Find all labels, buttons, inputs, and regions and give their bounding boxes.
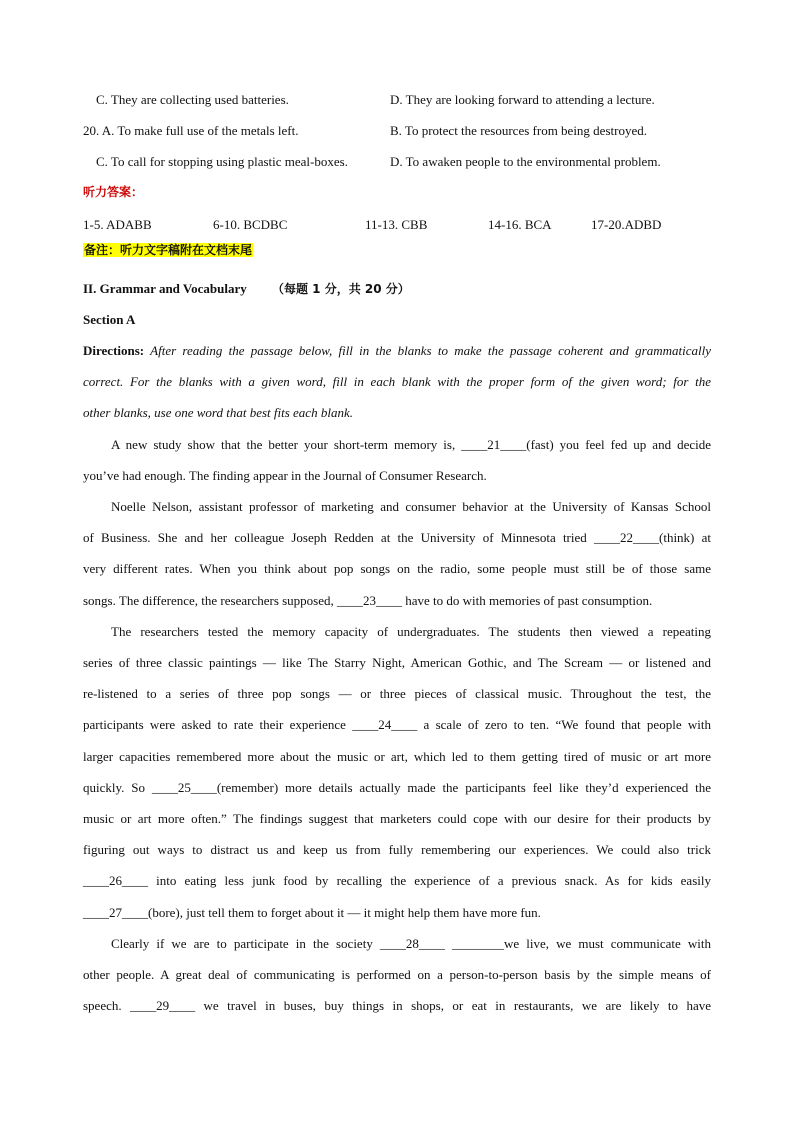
passage-line: quickly. So ____25____(remember) more details actually made the participants feel like they’d experienced the — [83, 780, 711, 795]
section-score: （每题 1 分，共 20 分） — [271, 282, 410, 296]
passage-line: of Business. She and her colleague Joseph Redden at the University of Minnesota tried ____22____(think) at — [83, 530, 711, 545]
passage-line: re-listened to a series of three pop songs — or three pieces of classical music. Throughout the test, the — [83, 686, 711, 701]
answer-group: 11-13. CBB — [365, 217, 428, 232]
passage-line: Noelle Nelson, assistant professor of marketing and consumer behavior at the University of Kansas School — [111, 499, 711, 514]
directions-line: correct. For the blanks with a given word, fill in each blank with the proper form of the given word; for the — [83, 374, 711, 389]
section-a-label: Section A — [83, 312, 136, 327]
answer-group: 17-20.ADBD — [591, 217, 662, 232]
passage-line: songs. The difference, the researchers supposed, ____23____ have to do with memories of past consumption. — [83, 593, 653, 608]
passage-line: ____26____ into eating less junk food by recalling the experience of a previous snack. As for kids easily — [83, 873, 711, 888]
option-20b: B. To protect the resources from being destroyed. — [390, 123, 647, 138]
passage-line: very different rates. When you think about pop songs on the radio, some people must still be of those same — [83, 561, 711, 576]
passage-line: ____27____(bore), just tell them to forget about it — it might help them have more fun. — [83, 905, 541, 920]
section-title — [83, 280, 410, 298]
passage-line: figuring out ways to distract us and keep us from fully remembering our experiences. We could also trick — [83, 842, 711, 857]
passage-line: larger capacities remembered more about the music or art, which led to them getting tired of music or art more — [83, 749, 711, 764]
passage-line: speech. ____29____ we travel in buses, buy things in shops, or eat in restaurants, we are likely to have — [83, 998, 711, 1013]
answers-heading: 听力答案： — [83, 185, 144, 199]
option-20d: D. To awaken people to the environmental problem. — [390, 154, 661, 169]
answers-note: 备注：听力文字稿附在文档末尾 — [84, 243, 253, 257]
option-20c: C. To call for stopping using plastic meal-boxes. — [96, 154, 348, 169]
section-title-text: II. Grammar and Vocabulary — [83, 281, 247, 296]
passage-line: Clearly if we are to participate in the society ____28____ ________we live, we must communicate with — [111, 936, 711, 951]
option-19c: C. They are collecting used batteries. — [96, 92, 289, 107]
directions-line: Directions: After reading the passage below, fill in the blanks to make the passage coherent and grammatically — [83, 343, 711, 358]
option-20a: 20. A. To make full use of the metals left. — [83, 123, 299, 138]
answer-group: 1-5. ADABB — [83, 217, 152, 232]
passage-line: A new study show that the better your short-term memory is, ____21____(fast) you feel fed up and decide — [111, 437, 711, 452]
directions-line: other blanks, use one word that best fits each blank. — [83, 405, 353, 420]
answer-group: 14-16. BCA — [488, 217, 552, 232]
answer-group: 6-10. BCDBC — [213, 217, 288, 232]
passage-line: The researchers tested the memory capacity of undergraduates. The students then viewed a repeating — [111, 624, 711, 639]
directions-label: Directions: — [83, 343, 145, 358]
passage-line: you’ve had enough. The finding appear in the Journal of Consumer Research. — [83, 468, 487, 483]
passage-line: series of three classic paintings — like The Starry Night, American Gothic, and The Scream — or listened and — [83, 655, 711, 670]
passage-line: music or art more often.” The findings suggest that marketers could cope with our desire for their products by — [83, 811, 711, 826]
passage-line: other people. A great deal of communicating is performed on a person-to-person basis by the simple means of — [83, 967, 711, 982]
option-19d: D. They are looking forward to attending a lecture. — [390, 92, 655, 107]
passage-line: participants were asked to rate their experience ____24____ a scale of zero to ten. “We found that people with — [83, 717, 711, 732]
